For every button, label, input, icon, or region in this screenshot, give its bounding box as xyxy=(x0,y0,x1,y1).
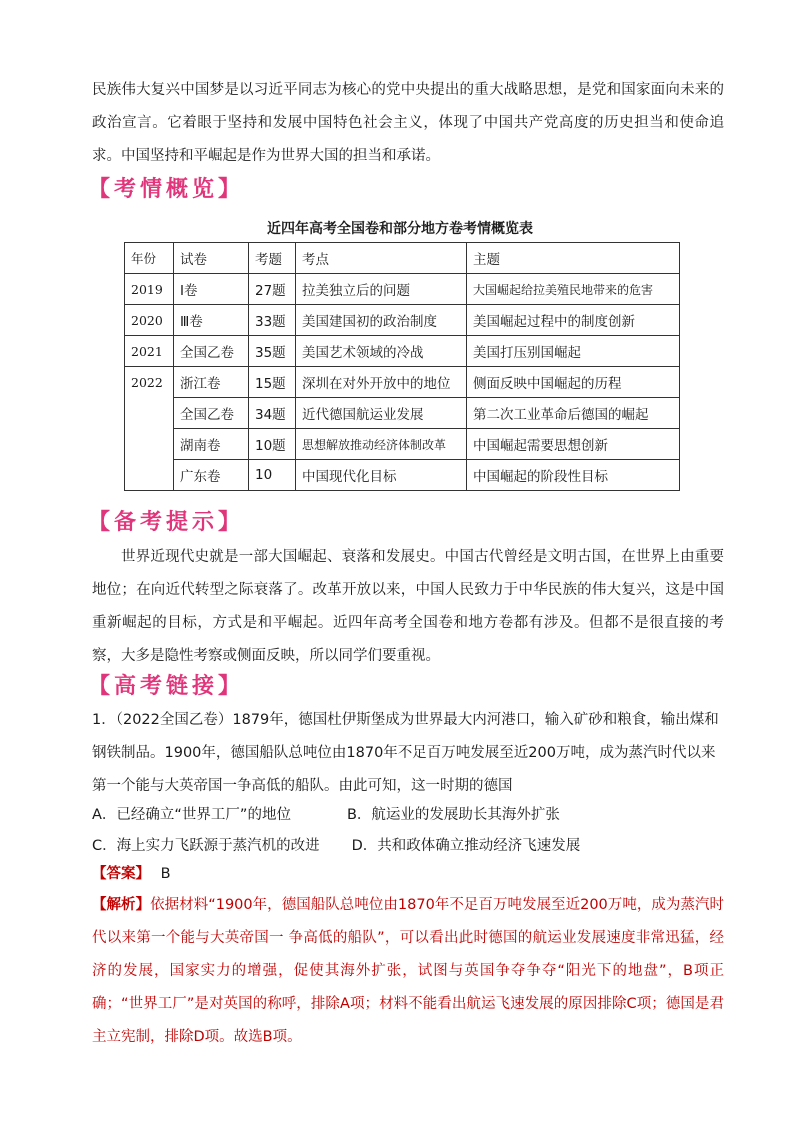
point-cell: 近代德国航运业发展 xyxy=(296,398,467,429)
table-header-cell: 试卷 xyxy=(174,243,249,274)
table-header-row xyxy=(125,243,680,274)
analysis-text: 依据材料“1900年，德国船队总吨位由1870年不足百万吨发展至近200万吨，成为蒸汽时代以来第一个能与大英帝国一 争高低的船队”，可以看出此时德国的航运业发展速度非常迅猛，经济的发展，国家实力的增强，促使其海外扩张，试图与英国争夺争夺“阳光下的地盘”，B项正确；“世界工厂”是对英国的称呼，排除A项；材料不能看出航运飞速发展的原因排除C项；德国是君主立宪制，排除D项。故选B项。 xyxy=(92,897,724,1045)
analysis-paragraph xyxy=(92,889,724,1054)
table-row xyxy=(125,274,680,305)
section-heading-overview: 【考情概览】 xyxy=(88,177,245,202)
year-cell: 2021 xyxy=(125,336,174,367)
table-header-cell: 考题 xyxy=(249,243,296,274)
table-header-cell: 主题 xyxy=(467,243,680,274)
exam-overview-table xyxy=(124,242,680,491)
table-row xyxy=(125,429,680,460)
options-row-2 xyxy=(92,831,580,862)
question-cell: 10题 xyxy=(249,429,296,460)
paper-cell: Ⅰ卷 xyxy=(174,274,249,305)
answer-value: B xyxy=(160,866,171,882)
question-stem: 1．（2022全国乙卷）1879年，德国杜伊斯堡成为世界最大内河港口，输入矿砂和粮食，输出煤和钢铁制品。1900年，德国船队总吨位由1870年不足百万吨发展至近200万吨，成为蒸汽时代以来第一个能与大英帝国一争高低的船队。由此可知，这一时期的德国 xyxy=(92,712,719,794)
intro-paragraph: 民族伟大复兴中国梦是以习近平同志为核心的党中央提出的重大战略思想，是党和国家面向未来的政治宣言。它着眼于坚持和发展中国特色社会主义，体现了中国共产党高度的历史担当和使命追求。中国坚持和平崛起是作为世界大国的担当和承诺。 xyxy=(92,82,724,164)
paper-cell: Ⅲ卷 xyxy=(174,305,249,336)
option-b: B．航运业的发展助长其海外扩张 xyxy=(346,807,560,823)
question-cell: 15题 xyxy=(249,367,296,398)
paper-cell: 浙江卷 xyxy=(174,367,249,398)
option-c: C．海上实力飞跃源于蒸汽机的改进 xyxy=(92,838,320,854)
answer-options xyxy=(92,800,580,862)
point-cell: 思想解放推动经济体制改革 xyxy=(296,429,467,460)
table-title: 近四年高考全国卷和部分地方卷考情概览表 xyxy=(267,221,533,237)
paper-cell: 全国乙卷 xyxy=(174,336,249,367)
point-cell: 美国艺术领域的冷战 xyxy=(296,336,467,367)
table-header-cell: 考点 xyxy=(296,243,467,274)
table-row xyxy=(125,398,680,429)
year-cell: 2020 xyxy=(125,305,174,336)
paper-cell: 全国乙卷 xyxy=(174,398,249,429)
options-row-1 xyxy=(92,800,580,831)
section-heading-tips: 【备考提示】 xyxy=(88,510,245,535)
topic-cell: 侧面反映中国崛起的历程 xyxy=(467,367,680,398)
year-cell: 2022 xyxy=(125,367,174,491)
section-heading-links: 【高考链接】 xyxy=(88,674,245,699)
option-d: D．共和政体确立推动经济飞速发展 xyxy=(351,838,581,854)
answer-label: 【答案】 xyxy=(92,866,150,882)
analysis-label: 【解析】 xyxy=(92,897,151,913)
paper-cell: 湖南卷 xyxy=(174,429,249,460)
option-a: A．已经确立“世界工厂”的地位 xyxy=(92,807,291,823)
answer-line xyxy=(92,862,171,883)
question-cell: 33题 xyxy=(249,305,296,336)
question-cell: 10 xyxy=(249,460,296,491)
topic-cell: 第二次工业革命后德国的崛起 xyxy=(467,398,680,429)
point-cell: 中国现代化目标 xyxy=(296,460,467,491)
table-row xyxy=(125,305,680,336)
topic-cell: 中国崛起的阶段性目标 xyxy=(467,460,680,491)
table-header-cell: 年份 xyxy=(125,243,174,274)
topic-cell: 中国崛起需要思想创新 xyxy=(467,429,680,460)
point-cell: 深圳在对外开放中的地位 xyxy=(296,367,467,398)
topic-cell: 美国崛起过程中的制度创新 xyxy=(467,305,680,336)
table-row xyxy=(125,367,680,398)
topic-cell: 大国崛起给拉美殖民地带来的危害 xyxy=(467,274,680,305)
paper-cell: 广东卷 xyxy=(174,460,249,491)
table-row xyxy=(125,460,680,491)
question-cell: 34题 xyxy=(249,398,296,429)
year-cell: 2019 xyxy=(125,274,174,305)
point-cell: 美国建国初的政治制度 xyxy=(296,305,467,336)
table-row xyxy=(125,336,680,367)
question-cell: 35题 xyxy=(249,336,296,367)
tips-paragraph: 世界近现代史就是一部大国崛起、衰落和发展史。中国古代曾经是文明古国，在世界上由重要地位；在向近代转型之际衰落了。改革开放以来，中国人民致力于中华民族的伟大复兴，这是中国重新崛起的目标，方式是和平崛起。近四年高考全国卷和地方卷都有涉及。但都不是很直接的考察，大多是隐性考察或侧面反映，所以同学们要重视。 xyxy=(92,549,724,664)
point-cell: 拉美独立后的问题 xyxy=(296,274,467,305)
topic-cell: 美国打压别国崛起 xyxy=(467,336,680,367)
question-cell: 27题 xyxy=(249,274,296,305)
